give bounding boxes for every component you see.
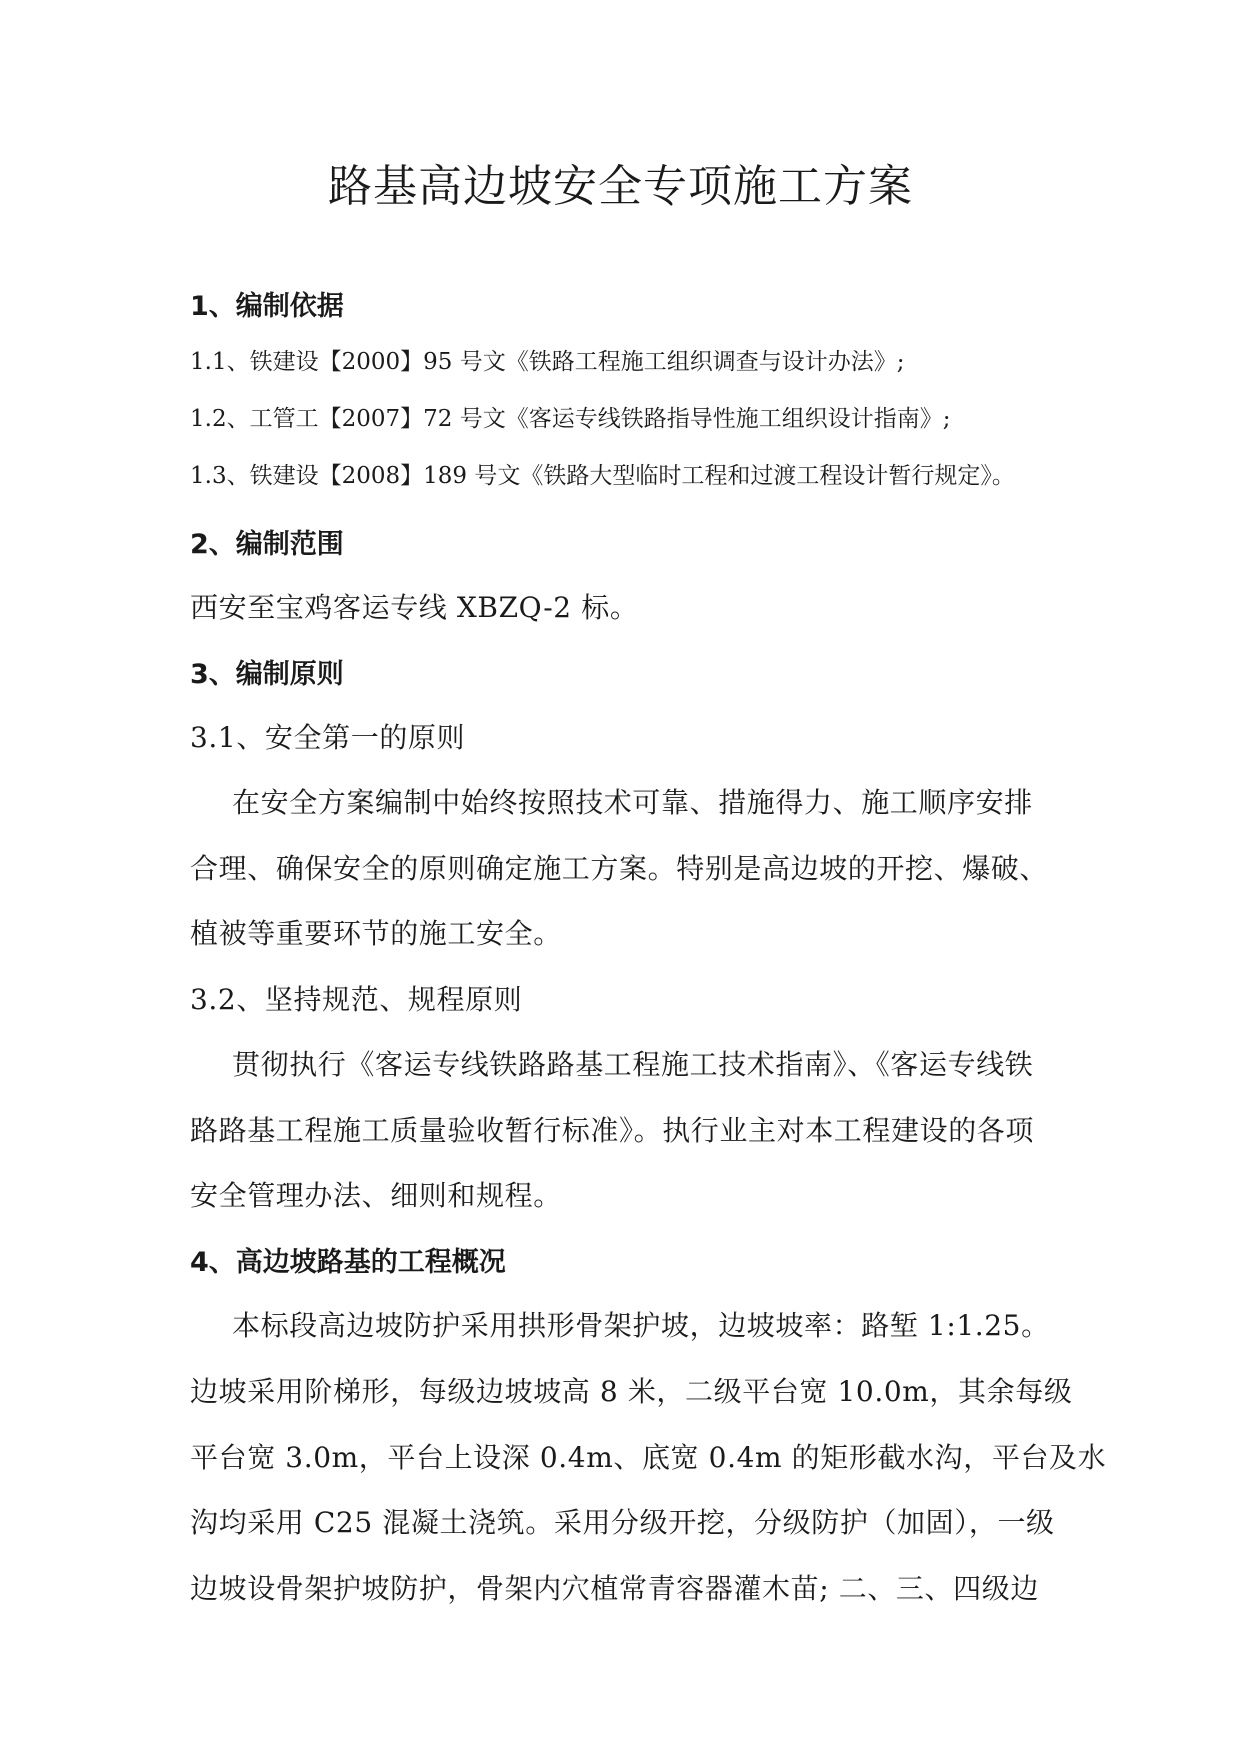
reference-line-1-3: 1.3、铁建设【2008】189 号文《铁路大型临时工程和过渡工程设计暂行规定》。 (190, 463, 1015, 489)
reference-line-1-1: 1.1、铁建设【2000】95 号文《铁路工程施工组织调查与设计办法》; (190, 349, 905, 375)
section-heading-4: 4、高边坡路基的工程概况 (190, 1247, 506, 1278)
section-heading-1: 1、编制依据 (190, 291, 344, 322)
section-heading-3: 3、编制原则 (190, 659, 344, 690)
paragraph-line: 安全管理办法、细则和规程。 (190, 1179, 562, 1212)
subheading-3-2: 3.2、坚持规范、规程原则 (190, 983, 523, 1016)
paragraph-line: 植被等重要环节的施工安全。 (190, 917, 562, 950)
body-line-scope: 西安至宝鸡客运专线 XBZQ-2 标。 (190, 591, 639, 624)
reference-line-1-2: 1.2、工管工【2007】72 号文《客运专线铁路指导性施工组织设计指南》; (190, 406, 951, 432)
paragraph-line: 边坡采用阶梯形，每级边坡坡高 8 米，二级平台宽 10.0m，其余每级 (190, 1375, 1073, 1408)
paragraph-line: 边坡设骨架护坡防护，骨架内穴植常青容器灌木苗; 二、三、四级边 (190, 1572, 1039, 1605)
paragraph-line: 本标段高边坡防护采用拱形骨架护坡，边坡坡率：路堑 1:1.25。 (232, 1309, 1050, 1342)
subheading-3-1: 3.1、安全第一的原则 (190, 721, 466, 754)
paragraph-line: 贯彻执行《客运专线铁路路基工程施工技术指南》、《客运专线铁 (232, 1048, 1034, 1081)
paragraph-line: 在安全方案编制中始终按照技术可靠、措施得力、施工顺序安排 (232, 786, 1033, 819)
document-title: 路基高边坡安全专项施工方案 (328, 161, 913, 212)
paragraph-line: 平台宽 3.0m，平台上设深 0.4m、底宽 0.4m 的矩形截水沟，平台及水 (190, 1441, 1107, 1474)
section-heading-2: 2、编制范围 (190, 529, 344, 560)
paragraph-line: 路路基工程施工质量验收暂行标准》。执行业主对本工程建设的各项 (190, 1114, 1035, 1147)
paragraph-line: 合理、确保安全的原则确定施工方案。特别是高边坡的开挖、爆破、 (190, 852, 1049, 885)
paragraph-line: 沟均采用 C25 混凝土浇筑。采用分级开挖，分级防护（加固），一级 (190, 1506, 1055, 1539)
